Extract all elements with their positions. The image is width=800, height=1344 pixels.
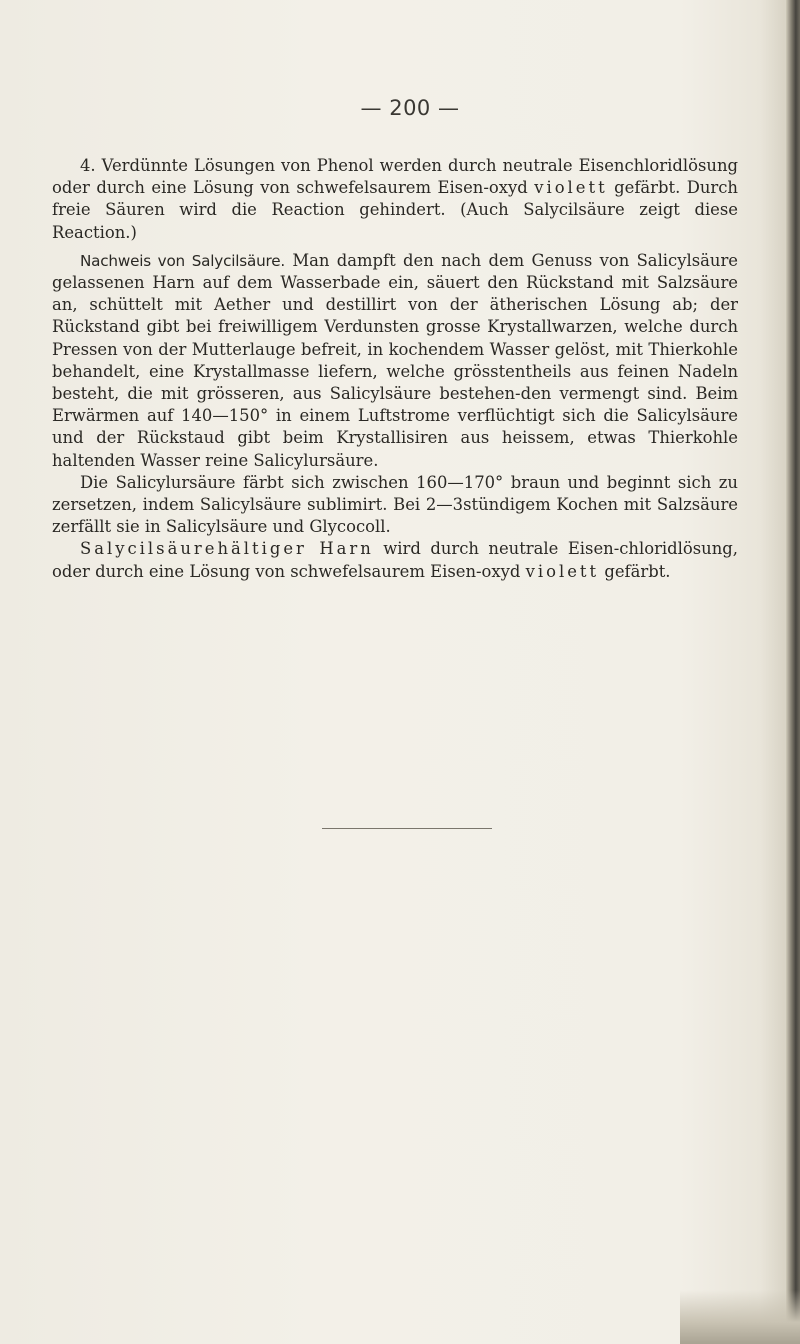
phenol-text-rest: gefärbt. Durch freie Säuren wird die Reaction gehindert. (Auch Salycilsäure zeigt diese Reaction.) xyxy=(52,178,738,242)
body-text xyxy=(52,155,738,583)
paragraph-salicylursaeure xyxy=(52,472,738,539)
phenol-text: 4. Verdünnte Lösungen von Phenol werden durch neutrale Eisenchloridlösung oder durch eine Lösung von schwefelsaurem Eisen-oxyd xyxy=(52,156,738,198)
paragraph-nachweis xyxy=(52,250,738,472)
nachweis-text: Man dampft den nach dem Genuss von Salicylsäure gelassenen Harn auf dem Wasserbade ein, säuert den Rückstand mit Salzsäure an, schüttelt mit Aether und destillirt von der ätherischen Lösung ab; der Rückstand gibt bei freiwilligem Verdunsten grosse Krystallwarzen, welche durch Pressen von der Mutterlauge befreit, in kochendem Wasser gelöst, mit Thierkohle behandelt, eine Krystallmasse liefern, welche grösstentheils aus feinen Nadeln besteht, die mit grösseren, aus Salicylsäure bestehen-den vermengt sind. Beim Erwärmen auf 140—150° in einem Luftstrome verflüchtigt sich die Salicylsäure und der Rückstaud gibt beim Krystallisiren aus heissem, etwas Thierkohle haltenden Wasser reine Salicylursäure. xyxy=(52,250,739,470)
spaced-phrase-harn: Salycilsäurehältiger Harn xyxy=(80,539,374,559)
paragraph-harn xyxy=(52,538,738,582)
harn-text: wird durch neutrale Eisen-chloridlösung, oder durch eine Lösung von schwefelsaurem Eisen-oxyd xyxy=(52,539,738,581)
page-number: — 200 — xyxy=(360,96,460,120)
page-corner-shadow xyxy=(680,1290,800,1344)
salicylursaeure-text: Die Salicylursäure färbt sich zwischen 160—170° braun und beginnt sich zu zersetzen, indem Salicylsäure sublimirt. Bei 2—3stündigem Kochen mit Salzsäure zerfällt sie in Salicylsäure und Glycocoll. xyxy=(52,472,738,537)
end-rule xyxy=(322,828,492,829)
spaced-word-violett-2: violett xyxy=(525,561,600,581)
page-edge-shadow xyxy=(786,0,800,1344)
spaced-word-violett: violett xyxy=(534,178,608,198)
harn-text-end: gefärbt. xyxy=(604,561,671,581)
section-heading: Nachweis von Salycilsäure. xyxy=(80,251,285,270)
paragraph-phenol xyxy=(52,155,738,244)
